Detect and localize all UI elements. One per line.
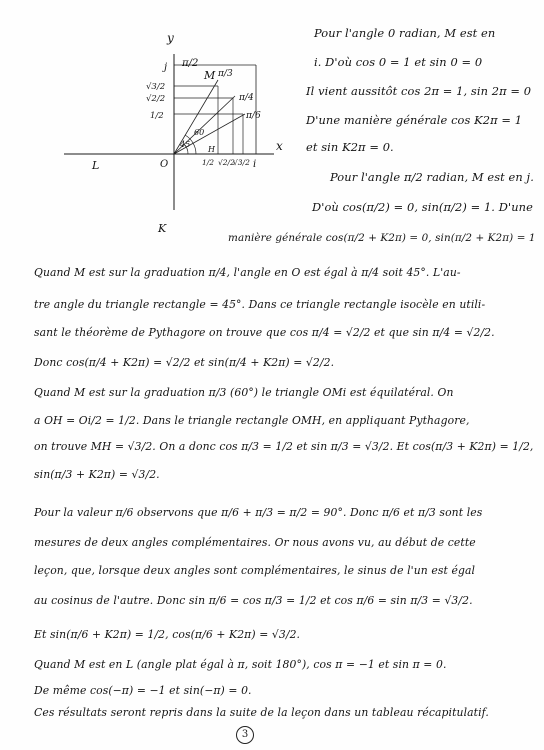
text-line: et sin K2π = 0. [306,140,394,154]
text-line: Pour l'angle 0 radian, M est en [314,26,496,40]
text-line: au cosinus de l'autre. Donc sin π/6 = cos π/3 = 1/2 et cos π/6 = sin π/3 = √3/2. [34,594,473,607]
text-line: Quand M est sur la graduation π/3 (60°) le triangle OMi est équilatéral. On [34,386,454,399]
text-line: leçon, que, lorsque deux angles sont complémentaires, le sinus de l'un est égal [34,564,476,577]
point-L-label: L [92,159,100,172]
angle-45-label: 45 [180,140,191,149]
text-line: a OH = Oi/2 = 1/2. Dans le triangle rectangle OMH, en appliquant Pythagore, [34,414,470,427]
i-label: i [253,159,257,170]
H-label: H [208,145,215,154]
text-line: Il vient aussitôt cos 2π = 1, sin 2π = 0 [306,84,532,98]
text-line: Pour la valeur π/6 observons que π/6 + π/3 = π/2 = 90°. Donc π/6 et π/3 sont les [34,506,483,519]
text-line: mesures de deux angles complémentaires. Or nous avons vu, au début de cette [34,536,476,549]
j-label: j [164,62,168,73]
text-line: Et sin(π/6 + K2π) = 1/2, cos(π/6 + K2π) = √3/2. [34,628,301,641]
text-line: D'où cos(π/2) = 0, sin(π/2) = 1. D'une [312,200,533,214]
y-sqrt3-label: √3/2 [146,82,166,92]
pi3-label: π/3 [218,69,233,79]
text-line: Quand M est sur la graduation π/4, l'angle en O est égal à π/4 soit 45°. L'au- [34,266,461,279]
text-line: Donc cos(π/4 + K2π) = √2/2 et sin(π/4 + K2π) = √2/2. [34,356,335,369]
x-sqrt2-label: √2/2 [218,158,235,167]
text-line: sant le théorème de Pythagore on trouve que cos π/4 = √2/2 et que sin π/4 = √2/2. [34,326,495,339]
pi2-label: π/2 [182,58,199,69]
text-line: manière générale cos(π/2 + K2π) = 0, sin(π/2 + K2π) = 1 [228,232,536,244]
text-line: i. D'où cos 0 = 1 et sin 0 = 0 [314,55,483,69]
y-sqrt2-label: √2/2 [146,94,166,104]
pi6-label: π/6 [246,111,261,121]
y-axis-label: y [167,31,174,45]
text-line: Pour l'angle π/2 radian, M est en j. [330,170,534,184]
text-line: Ces résultats seront repris dans la suite de la leçon dans un tableau récapitulatif. [34,706,489,719]
origin-label: O [160,159,169,170]
text-line: tre angle du triangle rectangle = 45°. Dans ce triangle rectangle isocèle en utili- [34,298,486,311]
M-label: M [204,69,216,82]
text-line: Quand M est en L (angle plat égal à π, soit 180°), cos π = −1 et sin π = 0. [34,658,447,671]
page-number: 3 [236,726,254,744]
angle-60-label: 60 [194,128,205,137]
x-sqrt3-label: √3/2 [233,158,250,167]
x-axis-label: x [276,139,283,153]
x-half-label: 1/2 [202,158,215,167]
text-line: on trouve MH = √3/2. On a donc cos π/3 = 1/2 et sin π/3 = √3/2. Et cos(π/3 + K2π) = 1/2, [34,440,534,453]
y-half-label: 1/2 [150,111,164,121]
pi4-label: π/4 [239,93,254,103]
point-K-label: K [158,222,167,235]
text-line: De même cos(−π) = −1 et sin(−π) = 0. [34,684,252,697]
text-line: D'une manière générale cos K2π = 1 [306,113,523,127]
text-line: sin(π/3 + K2π) = √3/2. [34,468,160,481]
